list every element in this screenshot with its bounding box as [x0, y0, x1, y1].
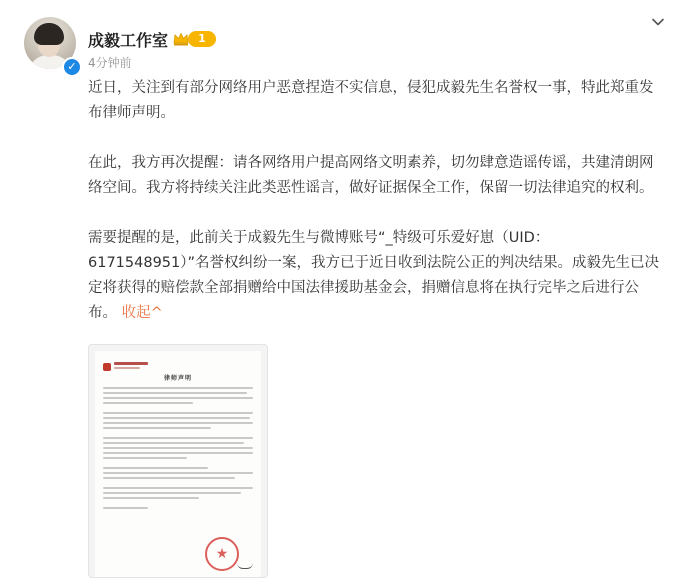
post-time[interactable]: 4分钟前	[88, 56, 132, 70]
paragraph-1: 近日，关注到有部分网络用户恶意捏造不实信息，侵犯成毅先生名誉权一事，特此郑重发布律师声明。	[88, 80, 654, 121]
paragraph-3-text: 需要提醒的是，此前关于成毅先生与微博账号“_特级可乐爱好崽（UID：6171548951）”名誉权纠纷一案，我方已于近日收到法院公正的判决结果。成毅先生已决定将获得的赔偿款全部捐赠给中国法律援助基金会，捐赠信息将在执行完毕之后进行公布。	[88, 230, 660, 321]
author-name[interactable]: 成毅工作室	[88, 31, 169, 50]
document-body-lines	[103, 387, 253, 512]
law-firm-name-mark	[114, 362, 148, 365]
verified-badge-icon: ✓	[62, 57, 82, 77]
paragraph-3	[88, 226, 663, 326]
law-firm-logo	[103, 363, 111, 371]
attached-image-lawyer-statement[interactable]	[88, 344, 268, 578]
signature-mark	[237, 563, 253, 569]
law-firm-subname-mark	[114, 367, 140, 369]
user-level-badge[interactable]	[172, 30, 216, 48]
post-content	[88, 76, 663, 326]
avatar-hair	[34, 23, 64, 45]
collapse-link[interactable]: 收起^	[121, 305, 163, 321]
document-title: 律师声明	[163, 375, 192, 382]
chevron-down-icon[interactable]	[650, 14, 666, 30]
red-seal-stamp: ★	[205, 537, 239, 571]
level-number: 1	[188, 31, 216, 47]
paragraph-2: 在此，我方再次提醒：请各网络用户提高网络文明素养，切勿肆意造谣传谣，共建清朗网络空间。我方将持续关注此类恶性谣言，做好证据保全工作，保留一切法律追究的权利。	[88, 155, 654, 196]
document-page	[95, 351, 261, 577]
